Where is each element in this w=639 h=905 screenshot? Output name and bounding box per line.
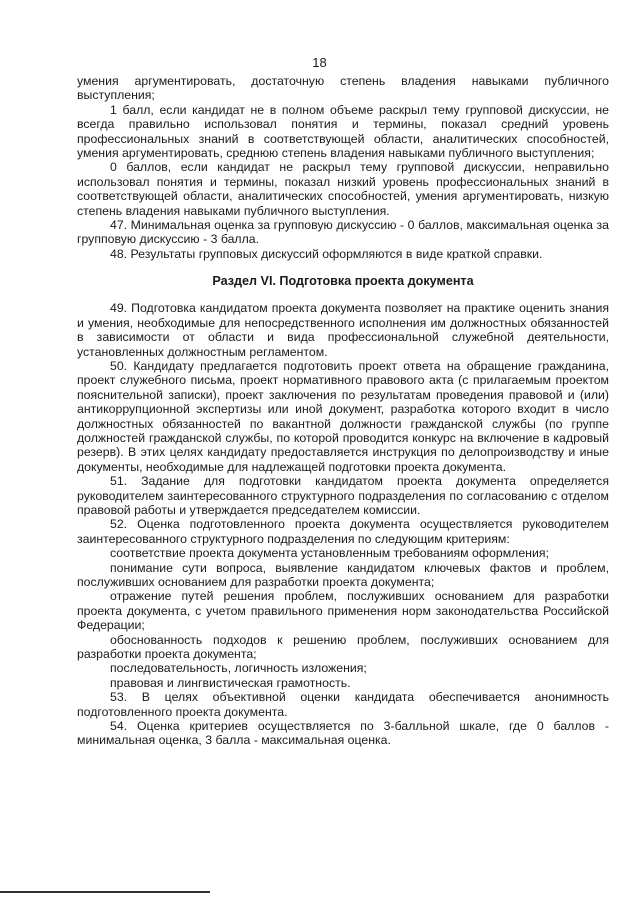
- paragraph: умения аргументировать, достаточную степень владения навыками публичного выступления;: [77, 74, 609, 103]
- paragraph: 52. Оценка подготовленного проекта документа осуществляется руководителем заинтересованного структурного подразделения по следующим критериям:: [77, 517, 609, 546]
- paragraphs-after-section: [77, 301, 609, 748]
- paragraph: 54. Оценка критериев осуществляется по 3-балльной шкале, где 0 баллов - минимальная оценка, 3 балла - максимальная оценка.: [77, 719, 609, 748]
- paragraph: 53. В целях объективной оценки кандидата обеспечивается анонимность подготовленного проекта документа.: [77, 690, 609, 719]
- paragraph: понимание сути вопроса, выявление кандидатом ключевых фактов и проблем, послуживших основанием для разработки проекта документа;: [77, 560, 609, 589]
- paragraph: 47. Минимальная оценка за групповую дискуссию - 0 баллов, максимальная оценка за групповую дискуссию - 3 балла.: [77, 218, 609, 247]
- paragraph: 49. Подготовка кандидатом проекта документа позволяет на практике оценить знания и умения, необходимые для непосредственного исполнения им должностных обязанностей в зависимости от области и вида профессиональной служебной деятельности, установленных должностным регламентом.: [77, 301, 609, 359]
- paragraph: обоснованность подходов к решению проблем, послуживших основанием для разработки проекта документа;: [77, 632, 609, 662]
- paragraph: 50. Кандидату предлагается подготовить проект ответа на обращение гражданина, проект служебного письма, проект нормативного правового акта (с прилагаемым проектом пояснительной записки), проект заключения по результатам проведения правовой и (или) антикоррупционной экспертизы или иной документ, разработка которого входит в число должностных обязанностей по вакантной должности гражданской службы (по группе должностей гражданской службы, по которой проводится конкурс на включение в кадровый резерв). В этих целях кандидату предоставляется инструкция по делопроизводству и иные документы, необходимые для надлежащей подготовки проекта документа.: [77, 358, 609, 474]
- section-title: Раздел VI. Подготовка проекта документа: [212, 274, 474, 289]
- paragraph: соответствие проекта документа установленным требованиям оформления;: [110, 546, 549, 561]
- paragraph: отражение путей решения проблем, послуживших основанием для разработки проекта документа, с учетом правильного применения норм законодательства Российской Федерации;: [77, 589, 609, 633]
- paragraph: 0 баллов, если кандидат не раскрыл тему групповой дискуссии, неправильно использовал понятия и термины, показал низкий уровень профессиональных знаний в соответствующей области, аналитических способностей, умения аргументировать, низкую степень владения навыками публичного выступления.: [77, 160, 609, 218]
- document-body: [77, 74, 609, 748]
- paragraph: последовательность, логичность изложения;: [110, 661, 367, 676]
- footer-rule: [0, 891, 210, 893]
- paragraphs-before-section: [77, 74, 609, 261]
- page-number: 18: [312, 55, 327, 70]
- paragraph: 1 балл, если кандидат не в полном объеме раскрыл тему групповой дискуссии, не всегда правильно использовал понятия и термины, показал средний уровень профессиональных знаний в соответствующей области, аналитических способностей, умения аргументировать, среднюю степень владения навыками публичного выступления;: [77, 102, 609, 161]
- paragraph: 51. Задание для подготовки кандидатом проекта документа определяется руководителем заинтересованного структурного подразделения по согласованию с отделом правовой работы и утверждается председателем комиссии.: [77, 474, 609, 517]
- paragraph: правовая и лингвистическая грамотность.: [110, 675, 351, 690]
- paragraph: 48. Результаты групповых дискуссий оформляются в виде краткой справки.: [110, 246, 543, 261]
